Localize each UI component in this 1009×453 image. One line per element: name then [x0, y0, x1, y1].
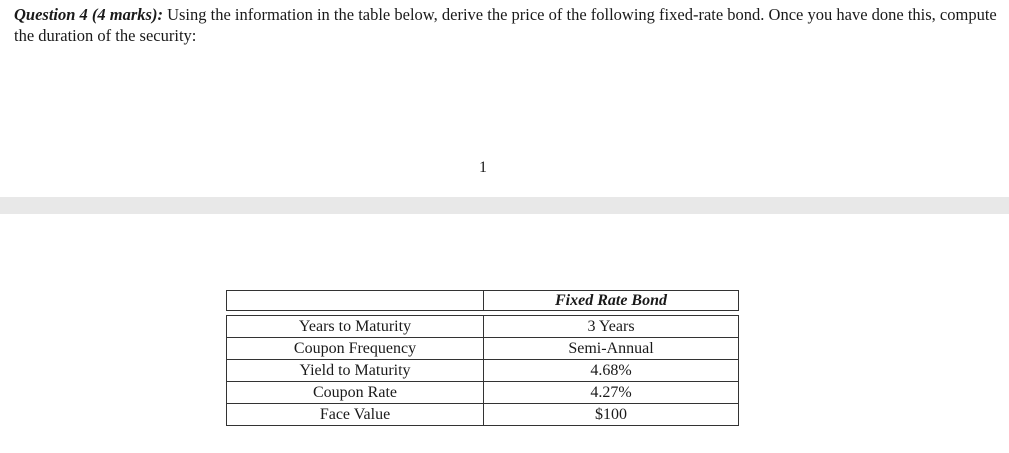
- row-label: Coupon Rate: [227, 382, 484, 403]
- header-cell-empty: [227, 291, 484, 310]
- row-value: 4.27%: [590, 384, 632, 401]
- table-body: [226, 315, 739, 426]
- table-row: [227, 381, 738, 403]
- bond-table: [226, 290, 739, 426]
- row-label: Face Value: [227, 404, 484, 425]
- row-label: Coupon Frequency: [227, 338, 484, 359]
- row-label: Years to Maturity: [227, 316, 484, 337]
- page-number: 1: [479, 159, 487, 176]
- row-label: Yield to Maturity: [227, 360, 484, 381]
- page-break-divider: [0, 197, 1009, 214]
- header-cell-fixed-rate-bond: Fixed Rate Bond: [554, 292, 667, 309]
- row-value: 4.68%: [590, 362, 632, 379]
- question-body: Using the information in the table below, derive the price of the following fixed-rate bond. Once you have done this, compute the duration of the security:: [14, 5, 997, 45]
- table-row: [227, 337, 738, 359]
- question-text: [14, 4, 1004, 46]
- row-value: $100: [595, 406, 627, 423]
- table-row: [227, 403, 738, 425]
- table-row: [227, 316, 738, 337]
- question-label: Question 4 (4 marks):: [14, 5, 163, 24]
- table-header-row: [226, 290, 739, 311]
- row-value: 3 Years: [587, 318, 635, 335]
- row-value: Semi-Annual: [568, 340, 654, 357]
- table-row: [227, 359, 738, 381]
